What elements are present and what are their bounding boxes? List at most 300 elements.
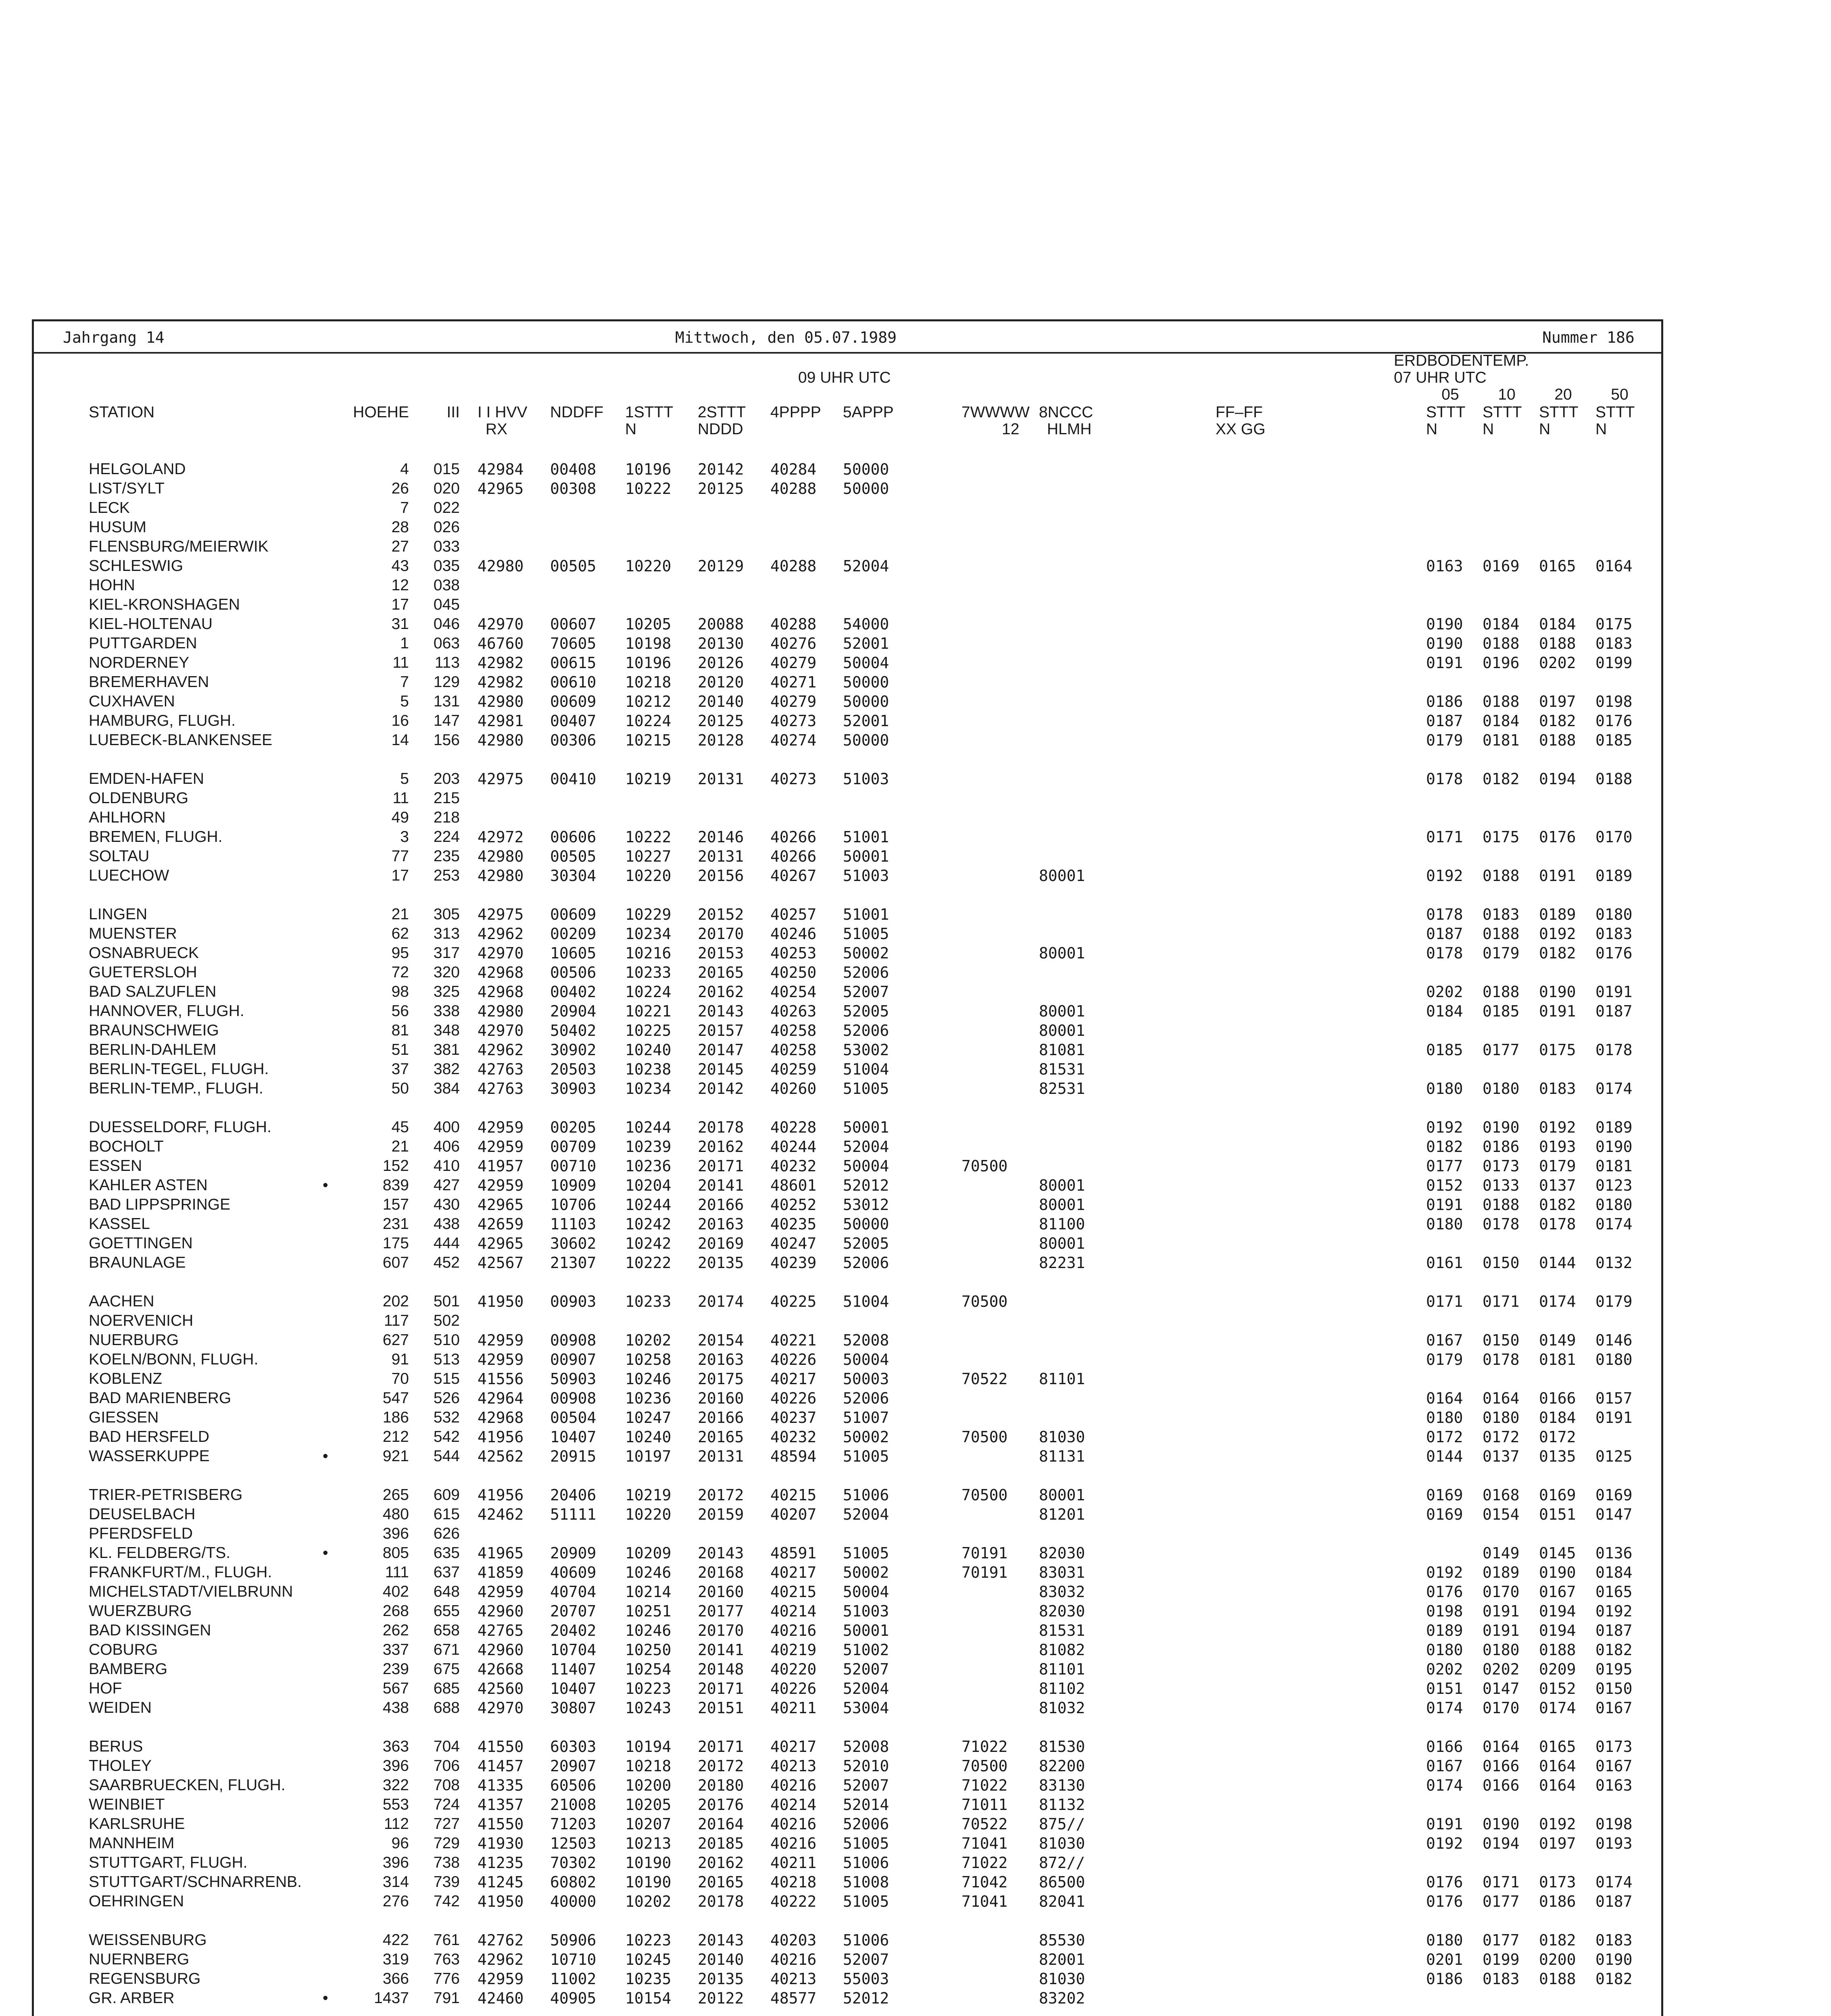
synop-group: 10204 bbox=[625, 1177, 672, 1194]
synop-group: 83031 bbox=[1039, 1564, 1085, 1581]
synop-group: 21307 bbox=[550, 1254, 596, 1272]
station-id: 313 bbox=[433, 925, 460, 942]
station-id: 635 bbox=[433, 1544, 460, 1562]
synop-group: 00402 bbox=[550, 983, 596, 1001]
station-name: BERLIN-DAHLEM bbox=[89, 1041, 217, 1058]
synop-group: 20125 bbox=[698, 480, 744, 498]
synop-group: 12503 bbox=[550, 1835, 596, 1852]
synop-group: 40213 bbox=[770, 1757, 817, 1775]
soil-temp-value: 0174 bbox=[1539, 1293, 1576, 1310]
station-id: 430 bbox=[433, 1196, 460, 1213]
table-row bbox=[34, 1505, 1661, 1524]
synop-group: 40215 bbox=[770, 1583, 817, 1601]
synop-group: 42668 bbox=[478, 1660, 524, 1678]
soil-temp-value: 0183 bbox=[1539, 1080, 1576, 1098]
station-id: 444 bbox=[433, 1235, 460, 1252]
station-name: PUTTGARDEN bbox=[89, 635, 197, 652]
station-id: 544 bbox=[433, 1447, 460, 1465]
station-height: 276 bbox=[382, 1893, 409, 1910]
soil-depth-10: 10 bbox=[1498, 386, 1516, 403]
synop-group: 41457 bbox=[478, 1757, 524, 1775]
synop-group: 40239 bbox=[770, 1254, 817, 1272]
station-name: HELGOLAND bbox=[89, 460, 186, 478]
soil-temp-value: 0144 bbox=[1426, 1447, 1463, 1465]
synop-group: 50003 bbox=[843, 1370, 889, 1388]
station-id: 046 bbox=[433, 615, 460, 633]
table-row bbox=[34, 556, 1661, 576]
spacer-row bbox=[34, 1718, 1661, 1737]
synop-group: 82001 bbox=[1039, 1951, 1085, 1968]
station-name: OLDENBURG bbox=[89, 789, 189, 807]
synop-group: 52006 bbox=[843, 1815, 889, 1833]
station-id: 742 bbox=[433, 1893, 460, 1910]
synop-group: 42980 bbox=[478, 848, 524, 865]
synop-group: 40271 bbox=[770, 673, 817, 691]
soil-depth-50: 50 bbox=[1611, 386, 1629, 403]
synop-group: 20129 bbox=[698, 557, 744, 575]
soil-temp-value: 0174 bbox=[1426, 1699, 1463, 1717]
synop-group: 40288 bbox=[770, 615, 817, 633]
station-name: STUTTGART/SCHNARRENB. bbox=[89, 1873, 302, 1891]
station-name: SAARBRUECKEN, FLUGH. bbox=[89, 1776, 286, 1794]
station-height: 62 bbox=[391, 925, 409, 942]
synop-group: 41965 bbox=[478, 1544, 524, 1562]
synop-group: 40266 bbox=[770, 848, 817, 865]
synop-group: 10243 bbox=[625, 1699, 672, 1717]
table-row bbox=[34, 1660, 1661, 1679]
synop-group: 53004 bbox=[843, 1699, 889, 1717]
synop-group: 51005 bbox=[843, 925, 889, 943]
station-height: 45 bbox=[391, 1118, 409, 1136]
station-height: 402 bbox=[382, 1583, 409, 1600]
synop-group: 51006 bbox=[843, 1931, 889, 1949]
synop-group: 42980 bbox=[478, 557, 524, 575]
synop-group: 10235 bbox=[625, 1970, 672, 1988]
synop-group: 81131 bbox=[1039, 1447, 1085, 1465]
synop-group: 00407 bbox=[550, 712, 596, 730]
soil-temp-value: 0191 bbox=[1483, 1602, 1520, 1620]
synop-group: 40274 bbox=[770, 731, 817, 749]
soil-temp-value: 0147 bbox=[1595, 1506, 1633, 1523]
station-id: 045 bbox=[433, 596, 460, 613]
soil-temp-value: 0164 bbox=[1539, 1757, 1576, 1775]
synop-group: 51005 bbox=[843, 1893, 889, 1910]
synop-group: 71041 bbox=[961, 1835, 1008, 1852]
soil-temp-value: 0169 bbox=[1426, 1486, 1463, 1504]
synop-group: 20157 bbox=[698, 1022, 744, 1039]
soil-temp-value: 0174 bbox=[1539, 1699, 1576, 1717]
id-header: III bbox=[446, 404, 460, 421]
synop-group: 00308 bbox=[550, 480, 596, 498]
station-height: 16 bbox=[391, 712, 409, 729]
soil-temp-value: 0177 bbox=[1483, 1931, 1520, 1949]
table-row bbox=[34, 1311, 1661, 1331]
synop-group: 70302 bbox=[550, 1854, 596, 1872]
synop-group: 10219 bbox=[625, 1486, 672, 1504]
station-height: 607 bbox=[382, 1254, 409, 1271]
station-name: BREMEN, FLUGH. bbox=[89, 828, 223, 846]
table-row bbox=[34, 1640, 1661, 1660]
synop-group: 20174 bbox=[698, 1293, 744, 1310]
synop-group: 10234 bbox=[625, 1080, 672, 1098]
synop-group: 20172 bbox=[698, 1757, 744, 1775]
table-row bbox=[34, 1969, 1661, 1989]
synop-group: 50002 bbox=[843, 1564, 889, 1581]
table-row bbox=[34, 866, 1661, 885]
station-id: 513 bbox=[433, 1351, 460, 1368]
synop-group: 10194 bbox=[625, 1738, 672, 1756]
station-id: 532 bbox=[433, 1409, 460, 1426]
soil-temp-value: 0182 bbox=[1483, 770, 1520, 788]
synop-group: 48601 bbox=[770, 1177, 817, 1194]
table-row bbox=[34, 963, 1661, 982]
synop-group: 41956 bbox=[478, 1486, 524, 1504]
soil-temp-value: 0189 bbox=[1539, 906, 1576, 923]
soil-temp-value: 0149 bbox=[1539, 1331, 1576, 1349]
soil-temp-value: 0173 bbox=[1483, 1157, 1520, 1175]
synop-group: 42567 bbox=[478, 1254, 524, 1272]
soil-temp-value: 0186 bbox=[1539, 1893, 1576, 1910]
station-height: 1437 bbox=[374, 1989, 409, 2007]
synop-group: 60303 bbox=[550, 1738, 596, 1756]
synop-group: 20907 bbox=[550, 1757, 596, 1775]
synop-group: 50001 bbox=[843, 848, 889, 865]
synop-group: 81531 bbox=[1039, 1622, 1085, 1639]
synop-group: 10236 bbox=[625, 1389, 672, 1407]
issue-number: Nummer 186 bbox=[1542, 329, 1635, 346]
soil-temp-value: 0199 bbox=[1595, 654, 1633, 672]
soil-temp-value: 0178 bbox=[1595, 1041, 1633, 1059]
station-id: 704 bbox=[433, 1738, 460, 1755]
soil-temp-value: 0171 bbox=[1483, 1873, 1520, 1891]
soil-temp-value: 0196 bbox=[1483, 654, 1520, 672]
synop-group: 40279 bbox=[770, 654, 817, 672]
station-name: KOBLENZ bbox=[89, 1370, 163, 1387]
soil-temp-value: 0165 bbox=[1595, 1583, 1633, 1601]
synop-group: 52007 bbox=[843, 1776, 889, 1794]
station-height: 265 bbox=[382, 1486, 409, 1504]
soil-temp-value: 0185 bbox=[1595, 731, 1633, 749]
station-id: 648 bbox=[433, 1583, 460, 1600]
soil-temp-value: 0152 bbox=[1426, 1177, 1463, 1194]
synop-group: 20140 bbox=[698, 693, 744, 710]
synop-group: 00505 bbox=[550, 848, 596, 865]
station-id: 224 bbox=[433, 828, 460, 846]
soil-temp-value: 0180 bbox=[1426, 1641, 1463, 1659]
station-name: BAD KISSINGEN bbox=[89, 1622, 211, 1639]
soil-temp-value: 0179 bbox=[1426, 1351, 1463, 1368]
synop-group: 20178 bbox=[698, 1893, 744, 1910]
soil-temp-value: 0177 bbox=[1483, 1041, 1520, 1059]
synop-group: 80001 bbox=[1039, 1235, 1085, 1252]
soil-temp-value: 0184 bbox=[1426, 1002, 1463, 1020]
soil-temp-value: 0176 bbox=[1426, 1893, 1463, 1910]
synop-group: 52012 bbox=[843, 1177, 889, 1194]
soil-temp-value: 0183 bbox=[1595, 635, 1633, 652]
synop-group: 10236 bbox=[625, 1157, 672, 1175]
table-row bbox=[34, 1543, 1661, 1563]
soil-temp-value: 0202 bbox=[1483, 1660, 1520, 1678]
synop-group: 51003 bbox=[843, 1602, 889, 1620]
soil-temp-value: 0150 bbox=[1483, 1254, 1520, 1272]
synop-group: 20152 bbox=[698, 906, 744, 923]
synop-group: 70500 bbox=[961, 1428, 1008, 1446]
station-height: 56 bbox=[391, 1002, 409, 1020]
soil-temp-value: 0176 bbox=[1426, 1873, 1463, 1891]
synop-group: 46760 bbox=[478, 635, 524, 652]
station-height: 17 bbox=[391, 867, 409, 884]
table-row bbox=[34, 479, 1661, 498]
synop-group: 55003 bbox=[843, 1970, 889, 1988]
soil-temp-value: 0167 bbox=[1539, 1583, 1576, 1601]
station-name: BERLIN-TEGEL, FLUGH. bbox=[89, 1060, 269, 1078]
synop-group: 10222 bbox=[625, 828, 672, 846]
synop-group: 10223 bbox=[625, 1680, 672, 1697]
station-id: 438 bbox=[433, 1215, 460, 1233]
station-height: 111 bbox=[385, 1564, 409, 1581]
synop-group: 10214 bbox=[625, 1583, 672, 1601]
synop-group: 50000 bbox=[843, 480, 889, 498]
station-id: 738 bbox=[433, 1854, 460, 1871]
table-row bbox=[34, 847, 1661, 866]
soil-temp-value: 0189 bbox=[1595, 867, 1633, 885]
synop-group: 42968 bbox=[478, 1409, 524, 1427]
soil-temp-value: 0178 bbox=[1426, 770, 1463, 788]
synop-group: 40203 bbox=[770, 1931, 817, 1949]
station-height: 21 bbox=[391, 906, 409, 923]
soil-temp-value: 0193 bbox=[1539, 1138, 1576, 1156]
synop-group: 40905 bbox=[550, 1989, 596, 2007]
station-height: 50 bbox=[391, 1080, 409, 1097]
spacer-row bbox=[34, 1098, 1661, 1118]
synop-group: 81100 bbox=[1039, 1215, 1085, 1233]
soil-temp-value: 0184 bbox=[1539, 615, 1576, 633]
station-name: BERLIN-TEMP., FLUGH. bbox=[89, 1080, 263, 1097]
soil-temp-value: 0184 bbox=[1483, 615, 1520, 633]
station-height: 553 bbox=[382, 1796, 409, 1813]
synop-group: 20904 bbox=[550, 1002, 596, 1020]
soil-temp-value: 0180 bbox=[1426, 1931, 1463, 1949]
synop-group: 20171 bbox=[698, 1680, 744, 1697]
station-id: 675 bbox=[433, 1660, 460, 1678]
station-name: BAMBERG bbox=[89, 1660, 168, 1678]
synop-group: 40246 bbox=[770, 925, 817, 943]
table-row bbox=[34, 518, 1661, 537]
synop-group: 50004 bbox=[843, 654, 889, 672]
synop-group: 10229 bbox=[625, 906, 672, 923]
station-name: FRANKFURT/M., FLUGH. bbox=[89, 1564, 272, 1581]
soil-temp-value: 0145 bbox=[1539, 1544, 1576, 1562]
soil-temp-value: 0183 bbox=[1483, 906, 1520, 923]
soil-temp-value: 0182 bbox=[1539, 712, 1576, 730]
soil-temp-value: 0191 bbox=[1595, 983, 1633, 1001]
soil-temp-value: 0173 bbox=[1539, 1873, 1576, 1891]
station-id: 131 bbox=[433, 693, 460, 710]
station-height: 3 bbox=[400, 828, 409, 846]
soil-temp-value: 0137 bbox=[1483, 1447, 1520, 1465]
station-name: HUSUM bbox=[89, 519, 146, 536]
synop-group: 52004 bbox=[843, 1506, 889, 1523]
synop-group: 10220 bbox=[625, 867, 672, 885]
station-height: 37 bbox=[391, 1060, 409, 1078]
station-name: COBURG bbox=[89, 1641, 158, 1658]
synop-group: 40226 bbox=[770, 1351, 817, 1368]
soil-temp-value: 0187 bbox=[1595, 1893, 1633, 1910]
synop-group: 40250 bbox=[770, 964, 817, 981]
synop-group: 30304 bbox=[550, 867, 596, 885]
synop-group: 42462 bbox=[478, 1506, 524, 1523]
synop-group: 81032 bbox=[1039, 1699, 1085, 1717]
synop-group: 20171 bbox=[698, 1738, 744, 1756]
synop-group: 42980 bbox=[478, 731, 524, 749]
station-id: 526 bbox=[433, 1389, 460, 1407]
station-name: PFERDSFELD bbox=[89, 1525, 193, 1542]
table-row bbox=[34, 576, 1661, 595]
synop-group: 52004 bbox=[843, 1680, 889, 1697]
synop-group: 50000 bbox=[843, 1215, 889, 1233]
synop-group: 80001 bbox=[1039, 1022, 1085, 1039]
station-id: 502 bbox=[433, 1312, 460, 1329]
soil-temp-value: 0167 bbox=[1595, 1757, 1633, 1775]
soil-temp-value: 0170 bbox=[1483, 1699, 1520, 1717]
soil-temp-value: 0194 bbox=[1539, 1622, 1576, 1639]
station-height: 1 bbox=[400, 635, 409, 652]
table-row bbox=[34, 1002, 1661, 1021]
soil-temp-value: 0198 bbox=[1595, 693, 1633, 710]
synop-group: 875// bbox=[1039, 1815, 1085, 1833]
station-name: GOETTINGEN bbox=[89, 1235, 193, 1252]
station-name: REGENSBURG bbox=[89, 1970, 201, 1987]
soil-depth-05: 05 bbox=[1441, 386, 1459, 403]
synop-group: 42959 bbox=[478, 1177, 524, 1194]
table-row bbox=[34, 1776, 1661, 1795]
station-id: 026 bbox=[433, 519, 460, 536]
station-height: 314 bbox=[382, 1873, 409, 1891]
synop-group: 50000 bbox=[843, 673, 889, 691]
synop-group: 40704 bbox=[550, 1583, 596, 1601]
table-row bbox=[34, 1524, 1661, 1543]
synop-group: 85530 bbox=[1039, 1931, 1085, 1949]
synop-group: 10197 bbox=[625, 1447, 672, 1465]
synop-group: 51005 bbox=[843, 1447, 889, 1465]
synop-group: 10219 bbox=[625, 770, 672, 788]
soil-temp-value: 0194 bbox=[1483, 1835, 1520, 1852]
station-id: 761 bbox=[433, 1931, 460, 1949]
synop-group: 40288 bbox=[770, 557, 817, 575]
soil-temp-value: 0188 bbox=[1483, 925, 1520, 943]
synop-group: 81101 bbox=[1039, 1370, 1085, 1388]
synop-group: 30902 bbox=[550, 1041, 596, 1059]
soil-temp-value: 0189 bbox=[1426, 1622, 1463, 1639]
station-id: 320 bbox=[433, 964, 460, 981]
soil-temp-value: 0169 bbox=[1539, 1486, 1576, 1504]
synop-group: 20140 bbox=[698, 1951, 744, 1968]
soil-temp-value: 0166 bbox=[1483, 1757, 1520, 1775]
station-id: 325 bbox=[433, 983, 460, 1000]
synop-group: 20143 bbox=[698, 1544, 744, 1562]
station-name: KIEL-KRONSHAGEN bbox=[89, 596, 240, 613]
station-name: MICHELSTADT/VIELBRUNN bbox=[89, 1583, 293, 1600]
station-name: LUEBECK-BLANKENSEE bbox=[89, 731, 273, 749]
soil-temp-value: 0174 bbox=[1595, 1215, 1633, 1233]
soil-temp-value: 0189 bbox=[1595, 1118, 1633, 1136]
station-name: NUERBURG bbox=[89, 1331, 179, 1349]
synop-group: 70522 bbox=[961, 1815, 1008, 1833]
table-row bbox=[34, 711, 1661, 731]
soil-stt-10: STTT bbox=[1483, 404, 1522, 421]
spacer-row bbox=[34, 1911, 1661, 1931]
station-id: 763 bbox=[433, 1951, 460, 1968]
synop-group: 42975 bbox=[478, 906, 524, 923]
station-name: GIESSEN bbox=[89, 1409, 159, 1426]
station-height: 98 bbox=[391, 983, 409, 1000]
table-row bbox=[34, 653, 1661, 673]
synop-group: 10205 bbox=[625, 615, 672, 633]
station-height: 5 bbox=[400, 770, 409, 787]
synop-group: 52008 bbox=[843, 1738, 889, 1756]
synop-group: 71011 bbox=[961, 1796, 1008, 1814]
synop-group: 48591 bbox=[770, 1544, 817, 1562]
synop-group: 40273 bbox=[770, 770, 817, 788]
synop-group: 40228 bbox=[770, 1118, 817, 1136]
synop-group: 10223 bbox=[625, 1931, 672, 1949]
synop-group: 10200 bbox=[625, 1776, 672, 1794]
synop-group: 20165 bbox=[698, 964, 744, 981]
spacer-row bbox=[34, 885, 1661, 905]
station-name: BAD SALZUFLEN bbox=[89, 983, 217, 1000]
synop-group: 40218 bbox=[770, 1873, 817, 1891]
station-header: STATION bbox=[89, 404, 155, 421]
table-row bbox=[34, 1176, 1661, 1195]
synop-group: 00408 bbox=[550, 460, 596, 478]
synop-group: 00505 bbox=[550, 557, 596, 575]
station-id: 384 bbox=[433, 1080, 460, 1097]
soil-temp-value: 0183 bbox=[1595, 925, 1633, 943]
synop-group: 40215 bbox=[770, 1486, 817, 1504]
synop-group: 42460 bbox=[478, 1989, 524, 2007]
soil-temp-value: 0171 bbox=[1426, 828, 1463, 846]
synop-group: 42970 bbox=[478, 1699, 524, 1717]
soil-temp-value: 0168 bbox=[1483, 1486, 1520, 1504]
soil-temp-value: 0169 bbox=[1426, 1506, 1463, 1523]
table-row bbox=[34, 1079, 1661, 1098]
station-height: 366 bbox=[382, 1970, 409, 1987]
station-name: MUENSTER bbox=[89, 925, 177, 942]
synop-group: 52008 bbox=[843, 1331, 889, 1349]
station-name: BERUS bbox=[89, 1738, 143, 1755]
synop-group: 60802 bbox=[550, 1873, 596, 1891]
synop-group: 40244 bbox=[770, 1138, 817, 1156]
soil-temp-value: 0172 bbox=[1426, 1428, 1463, 1446]
station-height: 11 bbox=[392, 789, 409, 807]
station-height: 627 bbox=[382, 1331, 409, 1349]
synop-group: 872// bbox=[1039, 1854, 1085, 1872]
synop-group: 50903 bbox=[550, 1370, 596, 1388]
synop-group: 51111 bbox=[550, 1506, 596, 1523]
synop-group: 40237 bbox=[770, 1409, 817, 1427]
soil-temp-value: 0177 bbox=[1426, 1157, 1463, 1175]
synop-group: 41950 bbox=[478, 1293, 524, 1310]
synop-group: 30602 bbox=[550, 1235, 596, 1252]
synop-group: 20165 bbox=[698, 1428, 744, 1446]
synop-group: 80001 bbox=[1039, 1002, 1085, 1020]
soil-temp-value: 0170 bbox=[1483, 1583, 1520, 1601]
station-height: 95 bbox=[391, 944, 409, 962]
synop-group: 20165 bbox=[698, 1873, 744, 1891]
synop-group: 40263 bbox=[770, 1002, 817, 1020]
synop-group: 10247 bbox=[625, 1409, 672, 1427]
station-name: EMDEN-HAFEN bbox=[89, 770, 204, 787]
